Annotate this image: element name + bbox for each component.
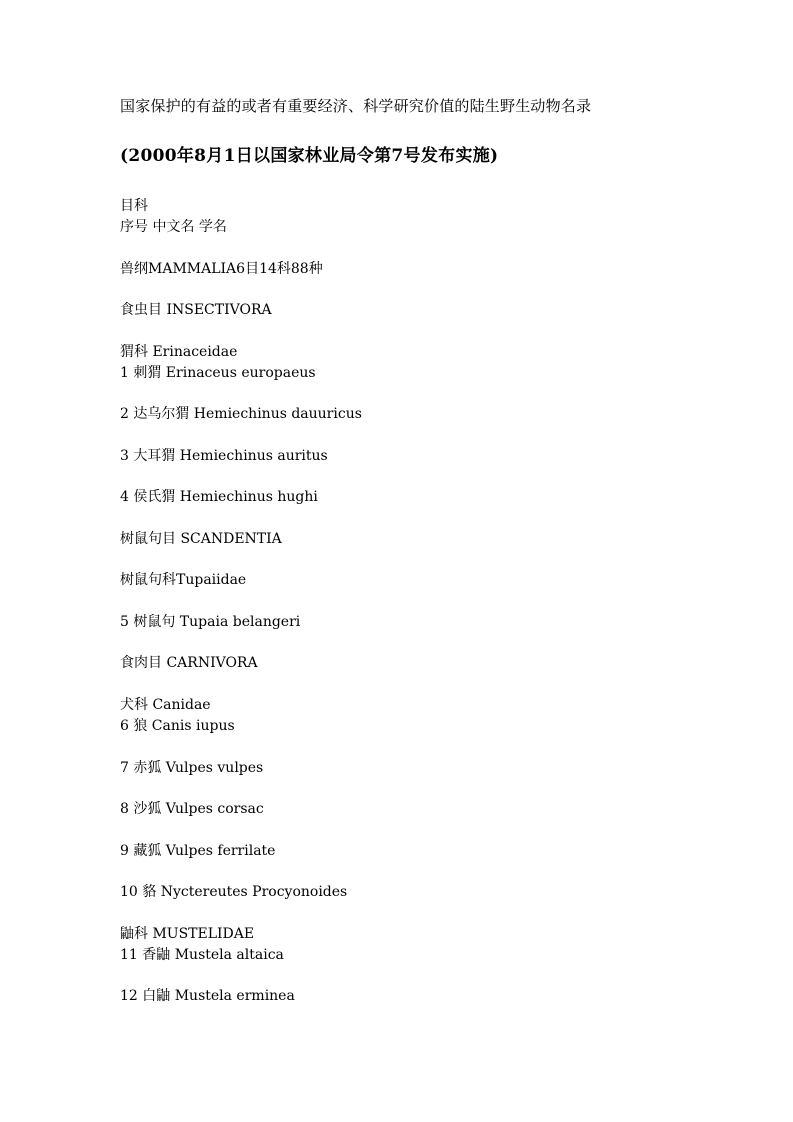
species-entry: 7 赤狐 Vulpes vulpes [120,760,264,776]
order-heading-scandentia: 树鼠句目 SCANDENTIA [120,531,282,547]
species-entry: 8 沙狐 Vulpes corsac [120,801,264,817]
family-heading-tupaiidae: 树鼠句科Tupaiidae [120,572,247,588]
species-entry: 3 大耳猬 Hemiechinus auritus [120,448,328,464]
column-header-order-family: 目科 [120,198,148,214]
species-entry: 10 貉 Nyctereutes Procyonoides [120,884,348,900]
column-header-fields: 序号 中文名 学名 [120,219,227,235]
species-entry: 1 刺猬 Erinaceus europaeus [120,365,316,381]
family-heading-mustelidae: 鼬科 MUSTELIDAE [120,926,255,942]
species-entry: 4 侯氏猬 Hemiechinus hughi [120,489,318,505]
order-heading-insectivora: 食虫目 INSECTIVORA [120,302,272,318]
document-title: 国家保护的有益的或者有重要经济、科学研究价值的陆生野生动物名录 [120,97,592,115]
species-entry: 2 达乌尔猬 Hemiechinus dauuricus [120,406,362,422]
family-heading-erinaceidae: 猬科 Erinaceidae [120,344,238,360]
family-heading-canidae: 犬科 Canidae [120,697,211,713]
species-entry: 6 狼 Canis iupus [120,718,235,734]
species-entry: 11 香鼬 Mustela altaica [120,947,284,963]
class-heading: 兽纲MAMMALIA6目14科88种 [120,261,323,277]
species-entry: 12 白鼬 Mustela erminea [120,988,295,1004]
species-entry: 5 树鼠句 Tupaia belangeri [120,614,301,630]
order-heading-carnivora: 食肉目 CARNIVORA [120,655,258,671]
species-entry: 9 藏狐 Vulpes ferrilate [120,843,276,859]
document-subtitle: (2000年8月1日以国家林业局令第7号发布实施) [120,146,499,166]
